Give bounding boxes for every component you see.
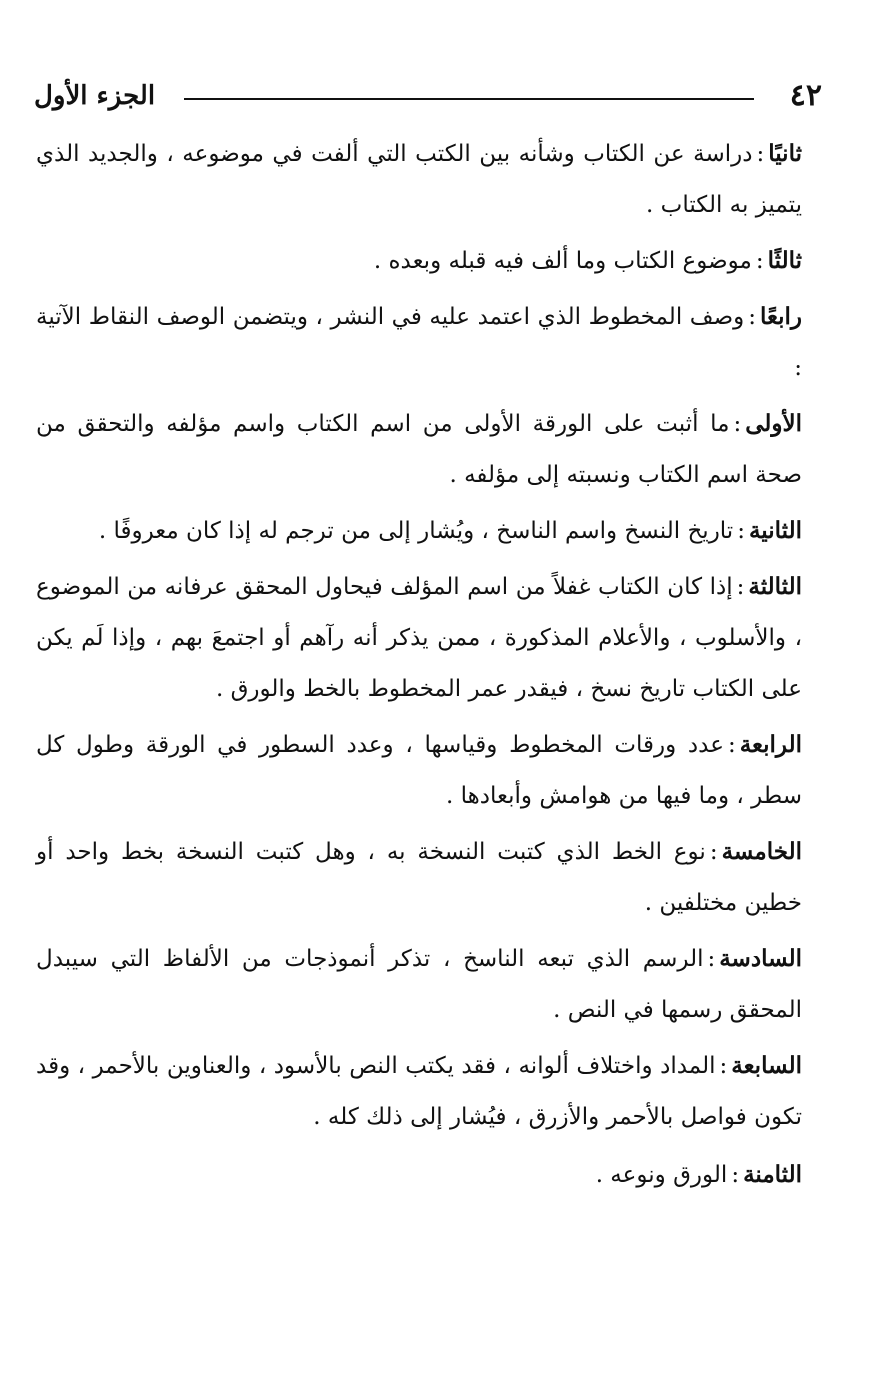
paragraph-rabian [36,291,802,394]
paragraph-term: الثانية [748,517,802,544]
paragraph-term: الرابعة [739,731,802,758]
paragraph-khamisa [36,826,802,929]
paragraph-thaniyan [36,128,802,231]
paragraph-term: الخامسة [721,838,802,865]
paragraph-sadisa [36,933,802,1036]
term-separator: : [756,141,765,167]
page-body [36,128,802,1205]
paragraph-term: السابعة [731,1052,802,1079]
paragraph-text: عدد ورقات المخطوط وقياسها ، وعدد السطور في الورقة وطول كل سطر ، وما فيها من هوامش وأبعادها . [36,732,802,809]
paragraph-rabia [36,719,802,822]
term-separator: : [755,248,764,274]
paragraph-text: تاريخ النسخ واسم الناسخ ، ويُشار إلى من ترجم له إذا كان معروفًا . [98,518,734,544]
paragraph-term: السادسة [719,945,802,972]
page-number: ٤٢ [789,78,822,113]
paragraph-thamina [36,1149,802,1201]
paragraph-sabia [36,1040,802,1143]
paragraph-term: رابعًا [759,303,802,330]
running-title: الجزء الأول [34,81,156,111]
page-header [34,72,822,120]
term-separator: : [719,1053,728,1079]
paragraph-text: دراسة عن الكتاب وشأنه بين الكتب التي ألفت في موضوعه ، والجديد الذي يتميز به الكتاب . [36,141,802,218]
paragraph-text: الرسم الذي تبعه الناسخ ، تذكر أنموذجات من الألفاظ التي سيبدل المحقق رسمها في النص . [36,946,802,1023]
paragraph-term: ثالثًا [767,247,802,274]
paragraph-ula [36,398,802,501]
term-separator: : [737,518,745,544]
paragraph-term: الأولى [745,410,802,437]
paragraph-text: نوع الخط الذي كتبت النسخة به ، وهل كتبت النسخة بخط واحد أو خطين مختلفين . [36,839,802,916]
paragraph-thaniya [36,505,802,557]
term-separator: : [733,411,742,437]
paragraph-text: الورق ونوعه . [595,1162,728,1188]
paragraph-text: المداد واختلاف ألوانه ، فقد يكتب النص بالأسود ، والعناوين بالأحمر ، وقد تكون فواصل بالأحمر والأزرق ، فيُشار إلى ذلك كله . [36,1053,802,1130]
term-separator: : [731,1162,740,1188]
term-separator: : [736,574,745,600]
term-separator: : [707,946,716,972]
term-separator: : [709,839,718,865]
paragraph-term: الثامنة [743,1161,802,1188]
paragraph-term: الثالثة [748,573,802,600]
paragraph-thalithan [36,235,802,287]
header-rule [184,98,754,100]
paragraph-text: وصف المخطوط الذي اعتمد عليه في النشر ، ويتضمن الوصف النقاط الآتية : [36,304,802,381]
paragraph-text: إذا كان الكتاب غفلاً من اسم المؤلف فيحاول المحقق عرفانه من الموضوع ، والأسلوب ، والأعلام المذكورة ، ممن يذكر أنه رآهم أو اجتمعَ بهم ، وإذا لَم يكن على الكتاب تاريخ نسخ ، فيقدر عمر المخطوط بالخط والورق . [36,574,802,702]
paragraph-term: ثانيًا [768,140,802,167]
term-separator: : [748,304,756,330]
term-separator: : [727,732,736,758]
paragraph-text: موضوع الكتاب وما ألف فيه قبله وبعده . [373,248,752,274]
paragraph-text: ما أثبت على الورقة الأولى من اسم الكتاب واسم مؤلفه والتحقق من صحة اسم الكتاب ونسبته إلى مؤلفه . [36,411,802,488]
paragraph-thalitha [36,561,802,715]
